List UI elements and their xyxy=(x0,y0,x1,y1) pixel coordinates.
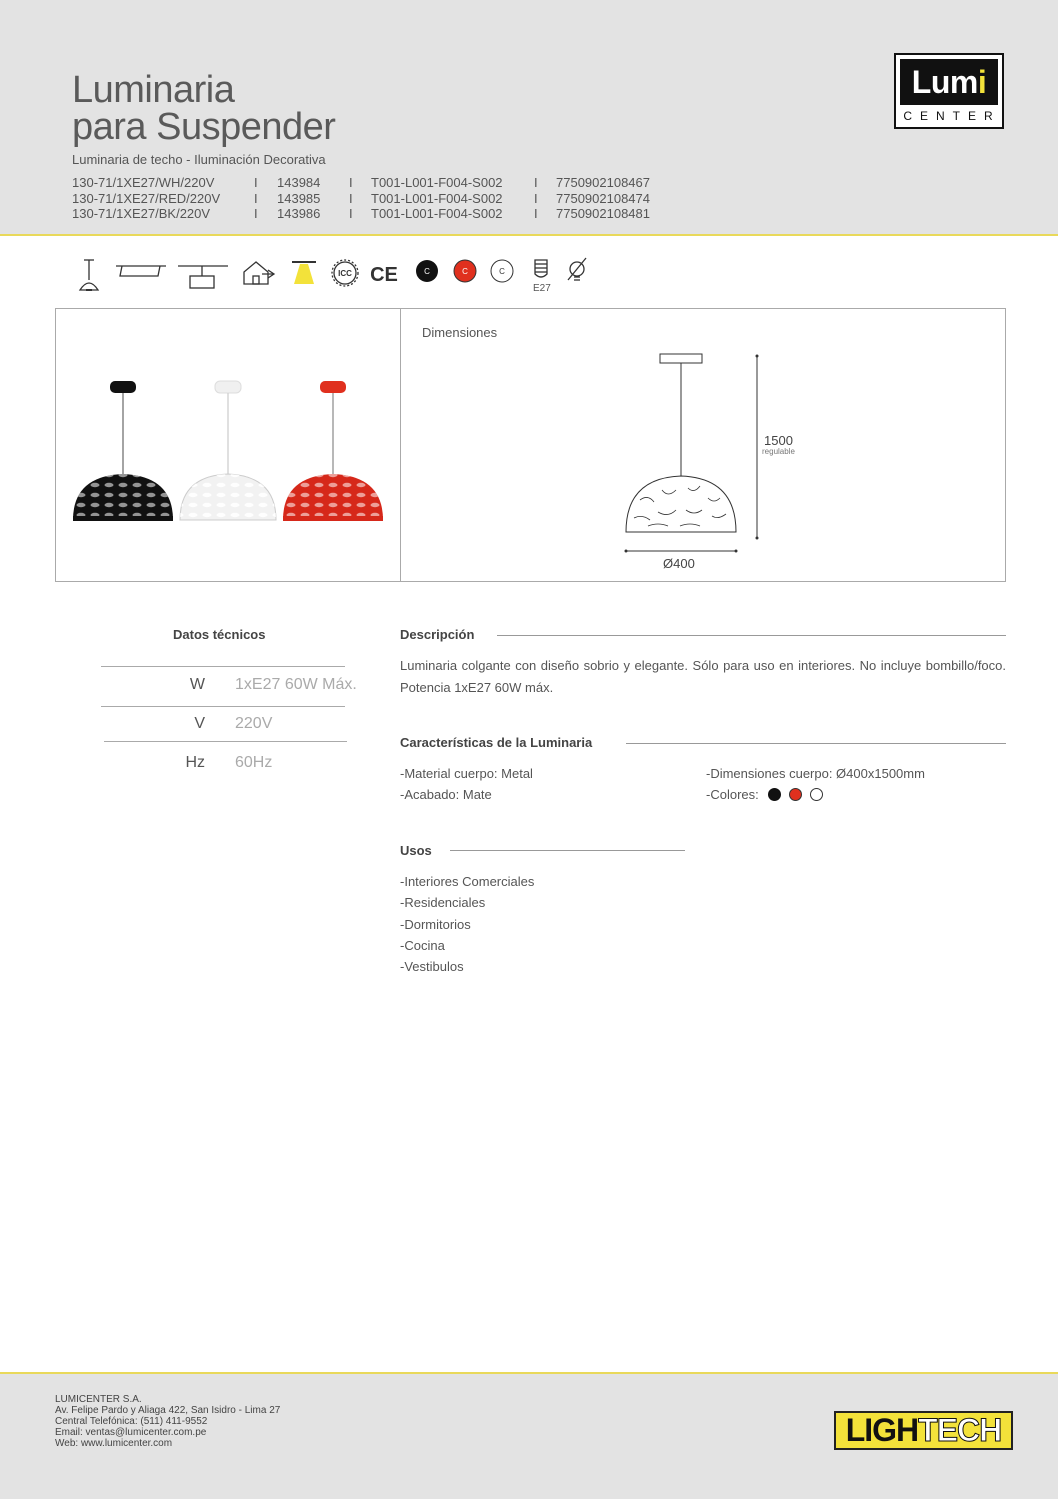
logo-accent: i xyxy=(977,64,987,100)
separator: I xyxy=(254,175,258,190)
company-contact xyxy=(55,1394,280,1449)
logo-text: Lum xyxy=(911,64,978,100)
box-divider xyxy=(400,308,401,582)
separator: I xyxy=(254,190,258,206)
tech-value: 60Hz xyxy=(235,754,273,771)
feature-dimensions: -Dimensiones cuerpo: Ø400x1500mm xyxy=(706,766,925,781)
sku-code: 143985 xyxy=(277,190,321,206)
tech-divider xyxy=(104,741,347,742)
ref-code: T001-L001-F004-S002 xyxy=(371,206,503,221)
color-letter: C xyxy=(424,267,430,276)
separator: I xyxy=(349,175,353,190)
tech-key: V xyxy=(194,715,205,732)
model-code: 130-71/1XE27/WH/220V xyxy=(72,175,215,190)
feature-material: -Material cuerpo: Metal xyxy=(400,766,533,781)
brand-part-b: TECH xyxy=(918,1412,1002,1448)
box-mount-icon xyxy=(178,266,228,288)
tech-title: Datos técnicos xyxy=(173,627,266,642)
diameter-dimension: Ø400 xyxy=(663,556,695,571)
socket-label: E27 xyxy=(533,283,551,294)
icc-certification-icon xyxy=(332,260,358,286)
company-name: LUMICENTER S.A. xyxy=(55,1394,142,1405)
tech-divider xyxy=(101,706,345,707)
ean-code: 7750902108467 xyxy=(556,175,650,190)
separator: I xyxy=(534,190,538,206)
sku-code: 143986 xyxy=(277,206,321,221)
tech-key: W xyxy=(189,676,205,693)
uses-rule xyxy=(450,850,685,851)
light-beam-icon xyxy=(292,262,316,284)
color-swatch-black xyxy=(768,788,781,801)
height-dimension: 1500 xyxy=(764,433,793,448)
ref-code: T001-L001-F004-S002 xyxy=(371,190,503,206)
description-title: Descripción xyxy=(400,627,475,642)
title-line-2: para Suspender xyxy=(72,106,336,148)
product-photo xyxy=(60,370,390,540)
logo-subtext: CENTER xyxy=(903,109,1001,123)
ce-mark-icon: CE xyxy=(370,264,398,286)
description-text: Luminaria colgante con diseño sobrio y elegante. Sólo para uso en interiores. No incluye bombillo/foco. Potencia 1xE27 60W máx. xyxy=(400,658,1006,695)
tech-value: 1xE27 60W Máx. xyxy=(235,676,357,693)
model-code: 130-71/1XE27/RED/220V xyxy=(72,190,221,206)
lightech-logo xyxy=(834,1411,1013,1450)
tech-divider xyxy=(101,666,345,667)
tech-key: Hz xyxy=(185,754,205,771)
color-swatch-white xyxy=(810,788,823,801)
dimension-drawing xyxy=(600,350,780,565)
pendant-icon xyxy=(80,260,98,290)
dimensions-label: Dimensiones xyxy=(422,325,498,340)
separator: I xyxy=(349,190,353,206)
lumicenter-logo xyxy=(894,53,1004,129)
features-title: Características de la Luminaria xyxy=(400,735,593,750)
color-white-icon xyxy=(491,260,513,282)
company-email[interactable]: Email: ventas@lumicenter.com.pe xyxy=(55,1427,207,1438)
color-letter: C xyxy=(462,267,468,276)
separator: I xyxy=(349,206,353,221)
company-address: Av. Felipe Pardo y Aliaga 422, San Isidro - Lima 27 xyxy=(55,1405,281,1416)
black-lamp xyxy=(73,381,173,521)
separator: I xyxy=(534,206,538,221)
ean-code: 7750902108481 xyxy=(556,206,650,221)
features-rule xyxy=(626,743,1006,744)
separator: I xyxy=(254,206,258,221)
separator: I xyxy=(534,175,538,190)
use-item: -Dormitorios xyxy=(400,917,471,932)
red-lamp xyxy=(283,381,383,521)
use-item: -Residenciales xyxy=(400,895,486,910)
colors-label: -Colores: xyxy=(706,787,759,802)
model-code: 130-71/1XE27/BK/220V xyxy=(72,206,211,221)
sku-code: 143984 xyxy=(277,175,321,190)
icc-label: ICC xyxy=(338,269,352,278)
use-item: -Interiores Comerciales xyxy=(400,874,535,889)
no-dimmer-icon xyxy=(568,258,586,280)
bulb-e27-icon xyxy=(535,260,547,277)
ean-code: 7750902108474 xyxy=(556,190,650,206)
uses-title: Usos xyxy=(400,843,432,858)
use-item: -Cocina xyxy=(400,938,445,953)
logo-mark xyxy=(900,59,998,105)
indoor-use-icon xyxy=(244,262,274,284)
feature-finish: -Acabado: Mate xyxy=(400,787,492,802)
page-title xyxy=(72,69,336,148)
lightech-wordmark xyxy=(836,1413,1011,1448)
use-item: -Vestibulos xyxy=(400,959,464,974)
color-swatch-red xyxy=(789,788,802,801)
company-web[interactable]: Web: www.lumicenter.com xyxy=(55,1438,173,1449)
ceiling-plate-icon xyxy=(116,266,166,276)
feature-colors xyxy=(706,787,823,802)
ref-code: T001-L001-F004-S002 xyxy=(371,175,503,190)
white-lamp xyxy=(180,381,276,520)
description-rule xyxy=(497,635,1006,636)
height-note: regulable xyxy=(762,447,795,456)
brand-part-a: LIGH xyxy=(845,1412,919,1448)
color-red-icon xyxy=(454,260,476,282)
color-letter: C xyxy=(499,267,505,276)
company-phone: Central Telefónica: (511) 411-9552 xyxy=(55,1416,208,1427)
tech-value: 220V xyxy=(235,715,273,732)
page-subtitle: Luminaria de techo - Iluminación Decorativa xyxy=(72,152,326,167)
color-black-icon xyxy=(416,260,438,282)
title-line-1: Luminaria xyxy=(72,69,235,111)
